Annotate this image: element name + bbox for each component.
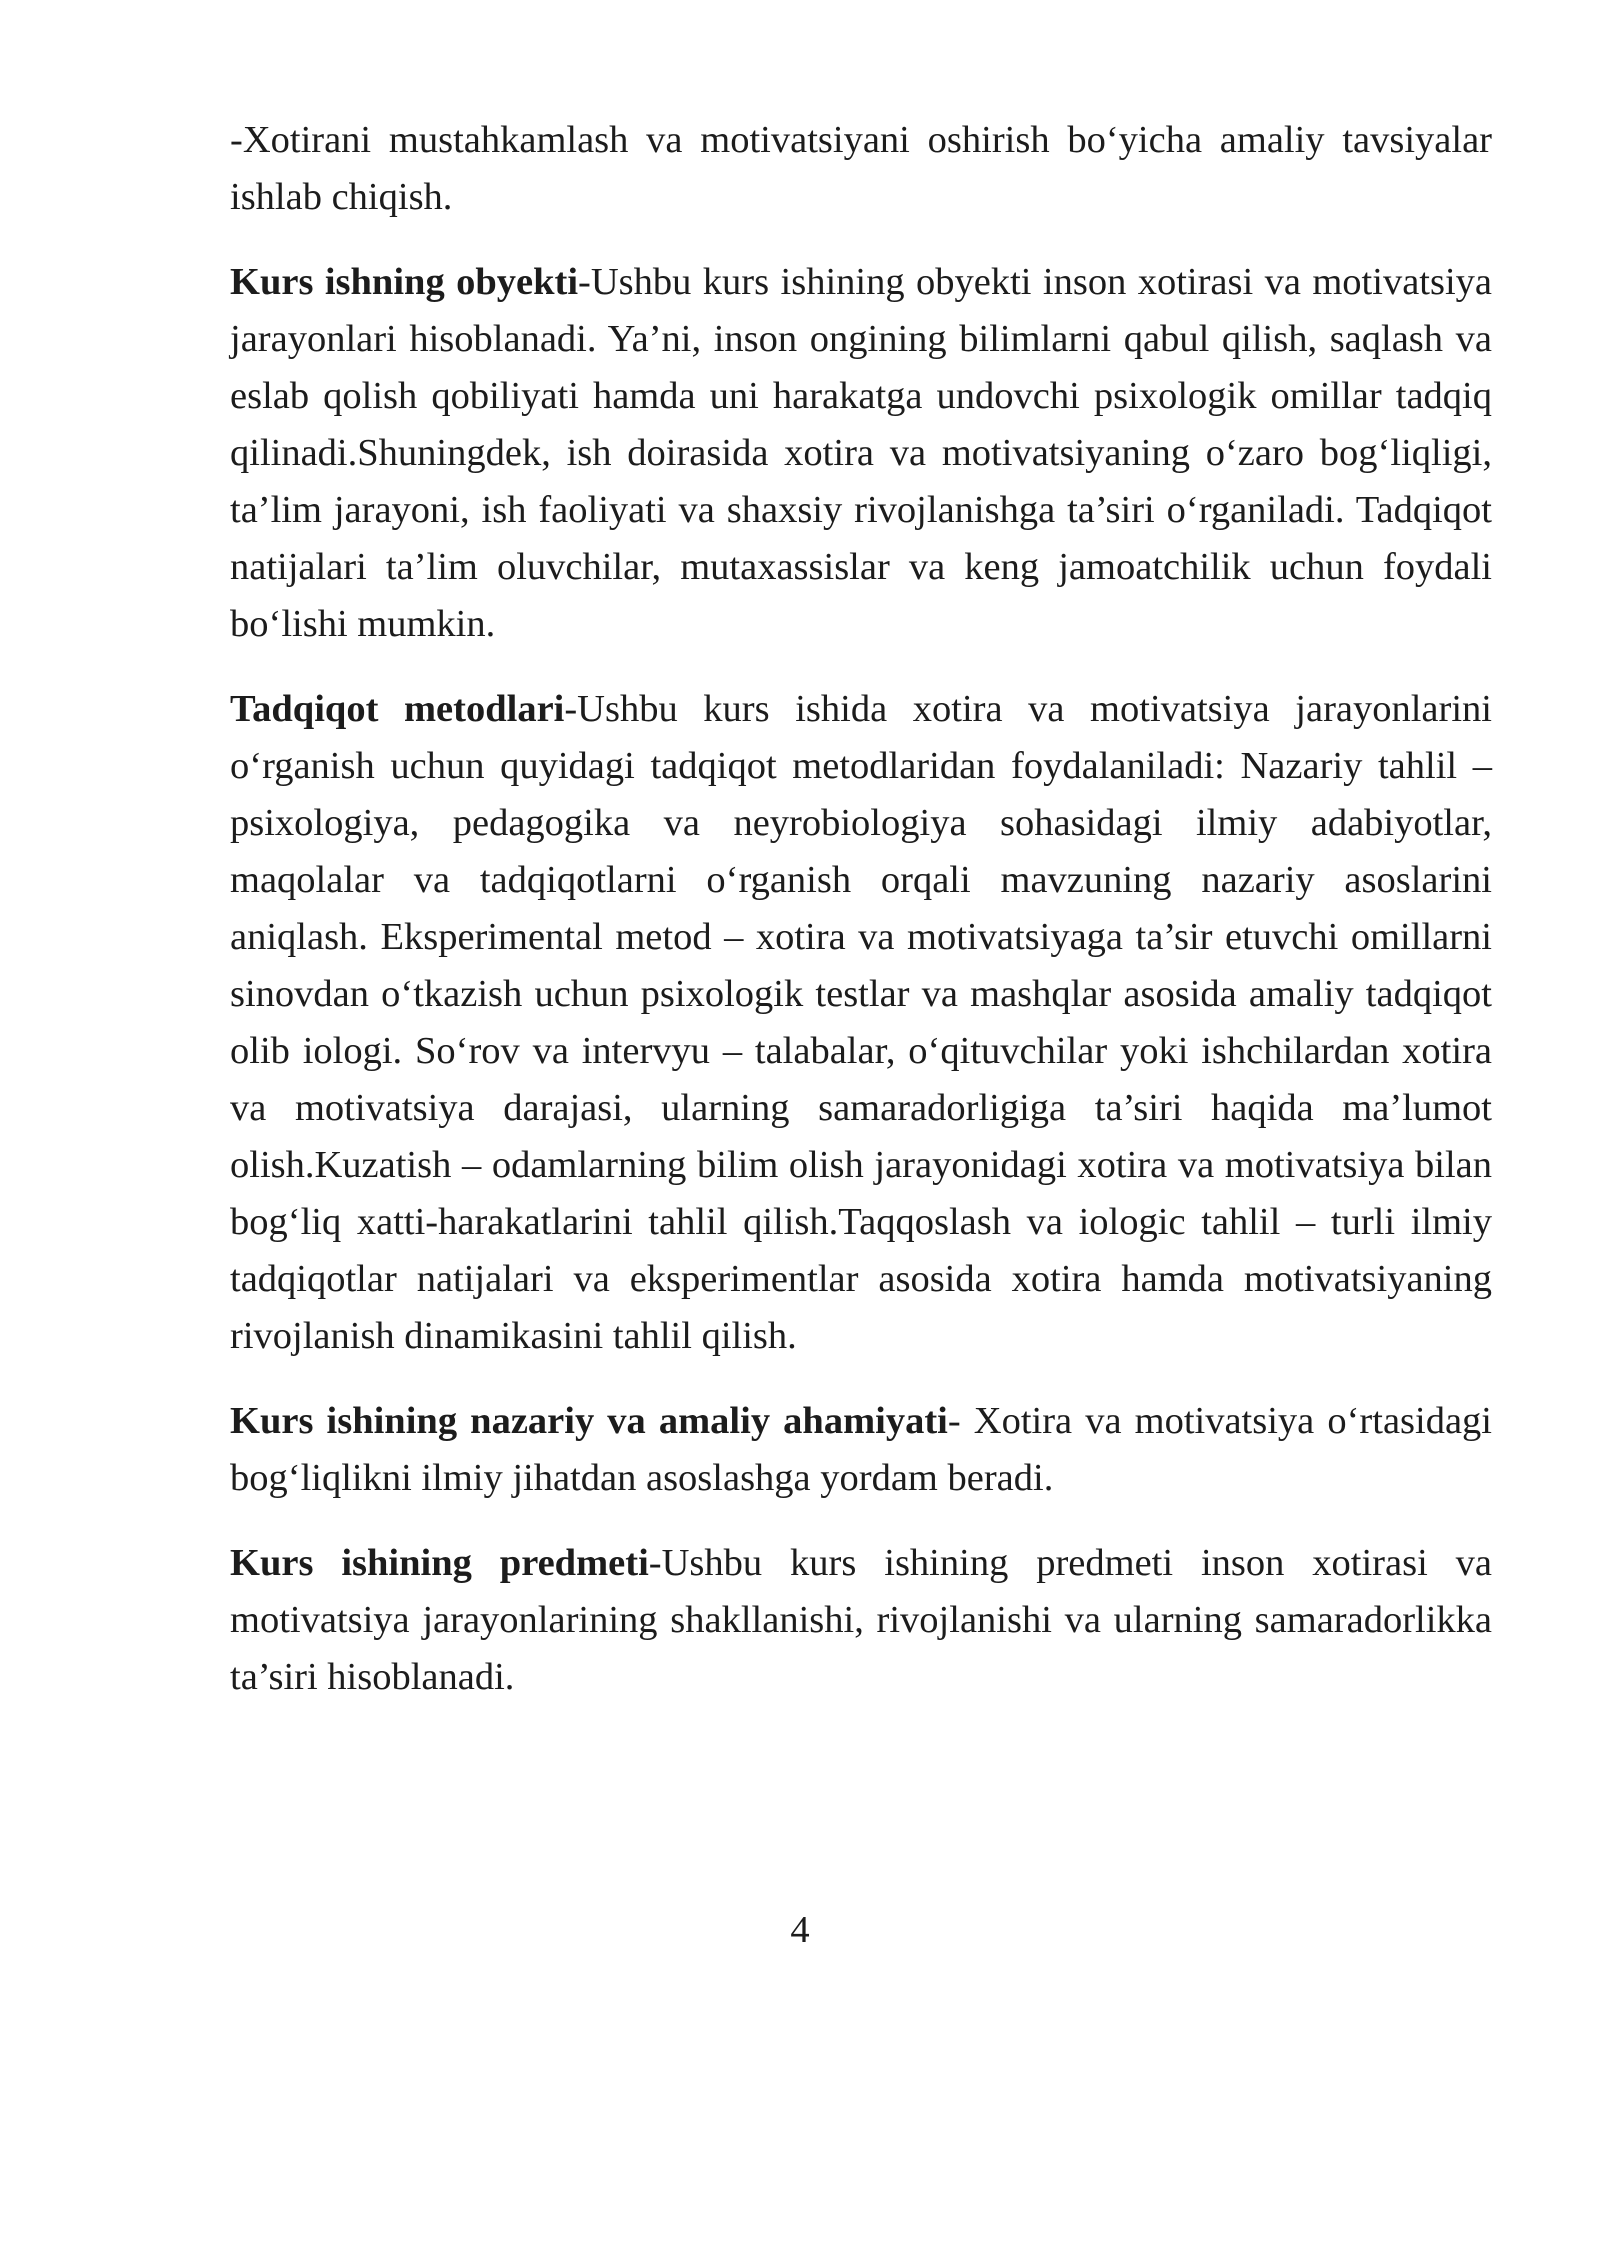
paragraph-heading: Kurs ishning obyekti — [230, 261, 579, 303]
paragraph-heading: Tadqiqot metodlari — [230, 688, 565, 730]
page-body — [230, 112, 1492, 1734]
paragraph-text: - Xotira va motivatsiya o‘rtasidagi bog‘liqlikni ilmiy jihatdan asoslashga yordam beradi. — [230, 1400, 1492, 1499]
paragraph-text: -Ushbu kurs ishining obyekti inson xotirasi va motivatsiya jarayonlari hisoblanadi. Ya’ni, inson ongining bilimlarni qabul qilish, saqlash va eslab qolish qobiliyati hamda uni harakatga undovchi psixologik omillar tadqiq qilinadi.Shuningdek, ish doirasida xotira va motivatsiyaning o‘zaro bog‘liqligi, ta’lim jarayoni, ish faoliyati va shaxsiy rivojlanishga ta’siri o‘rganiladi. Tadqiqot natijalari ta’lim oluvchilar, mutaxassislar va keng jamoatchilik uchun foydali bo‘lishi mumkin. — [230, 261, 1492, 645]
paragraph-significance — [230, 1393, 1492, 1507]
paragraph-text: -Ushbu kurs ishining predmeti inson xotirasi va motivatsiya jarayonlarining shakllanishi, rivojlanishi va ularning samaradorlikka ta’siri hisoblanadi. — [230, 1542, 1493, 1698]
paragraph-object — [230, 254, 1492, 653]
paragraph-text: -Ushbu kurs ishida xotira va motivatsiya jarayonlarini o‘rganish uchun quyidagi tadqiqot metodlaridan foydalaniladi: Nazariy tahlil – psixologiya, pedagogika va neyrobiologiya sohasidagi ilmiy adabiyotlar, maqolalar va tadqiqotlarni o‘rganish orqali mavzuning nazariy asoslarini aniqlash. Eksperimental metod – xotira va motivatsiyaga ta’sir etuvchi omillarni sinovdan o‘tkazish uchun psixologik testlar va mashqlar asosida amaliy tadqiqot olib iologi. So‘rov va intervyu – talabalar, o‘qituvchilar yoki ishchilardan xotira va motivatsiya darajasi, ularning samaradorligiga ta’siri haqida ma’lumot olish.Kuzatish – odamlarning bilim olish jarayonidagi xotira va motivatsiya bilan bog‘liq xatti-harakatlarini tahlil qilish.Taqqoslash va iologic tahlil – turli ilmiy tadqiqotlar natijalari va eksperimentlar asosida xotira hamda motivatsiyaning rivojlanish dinamikasini tahlil qilish. — [230, 688, 1492, 1357]
paragraph-subject — [230, 1535, 1492, 1706]
paragraph-heading: Kurs ishining predmeti — [230, 1542, 649, 1584]
paragraph-text: -Xotirani mustahkamlash va motivatsiyani oshirish bo‘yicha amaliy tavsiyalar ishlab chiqish. — [230, 119, 1492, 218]
page-number: 4 — [790, 1909, 810, 1951]
paragraph-methods — [230, 681, 1492, 1365]
paragraph-heading: Kurs ishining nazariy va amaliy ahamiyati — [230, 1400, 948, 1442]
paragraph-recommendations — [230, 112, 1492, 226]
